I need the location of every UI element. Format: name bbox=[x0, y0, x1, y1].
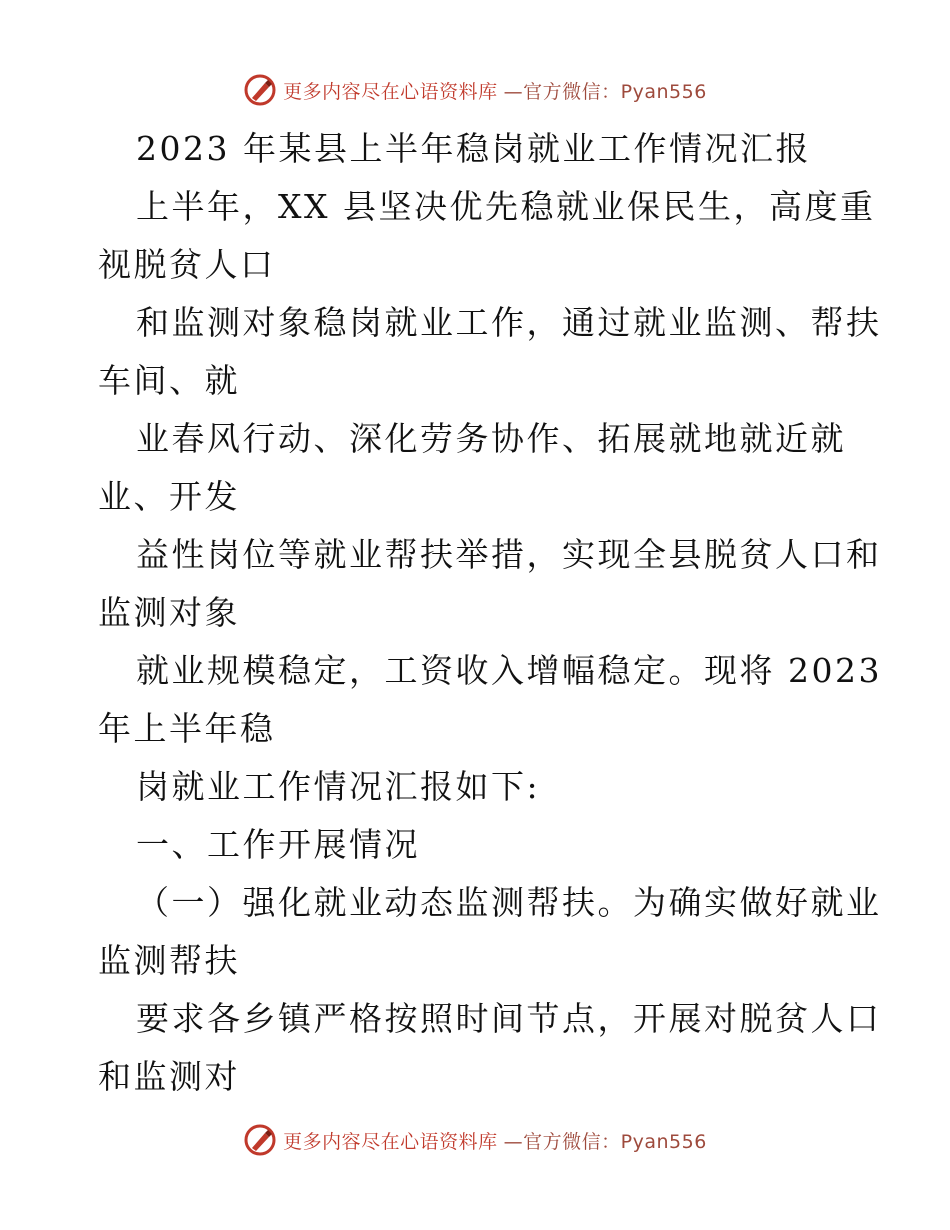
paragraph-line: 岗就业工作情况汇报如下: bbox=[136, 767, 541, 806]
banner-main-text: 更多内容尽在心语资料库 bbox=[283, 80, 498, 103]
paragraph-line: 就业规模稳定，工资收入增幅稳定。现将 2023 bbox=[136, 651, 882, 690]
header-watermark-banner bbox=[0, 70, 950, 110]
paragraph-line: 和监测对 bbox=[98, 1057, 240, 1096]
banner-wechat-text: —官方微信：Pyan556 bbox=[503, 1130, 707, 1153]
document-body bbox=[98, 120, 882, 1106]
paragraph-line: 车间、就 bbox=[98, 361, 240, 400]
pen-seal-icon bbox=[243, 73, 277, 107]
banner-wechat-text: —官方微信：Pyan556 bbox=[503, 80, 707, 103]
paragraph-line: 业、开发 bbox=[98, 477, 240, 516]
paragraph-line: 监测对象 bbox=[98, 593, 240, 632]
banner-main-text: 更多内容尽在心语资料库 bbox=[283, 1130, 498, 1153]
subsection-heading-line: （一）强化就业动态监测帮扶。为确实做好就业 bbox=[136, 883, 882, 922]
paragraph-line: 益性岗位等就业帮扶举措，实现全县脱贫人口和 bbox=[136, 535, 882, 574]
paragraph-line: 上半年，XX 县坚决优先稳就业保民生，高度重 bbox=[136, 187, 876, 226]
paragraph-line: 要求各乡镇严格按照时间节点，开展对脱贫人口 bbox=[136, 999, 882, 1038]
paragraph-line: 监测帮扶 bbox=[98, 941, 240, 980]
paragraph-line: 业春风行动、深化劳务协作、拓展就地就近就 bbox=[136, 419, 846, 458]
paragraph-line: 视脱贫人口 bbox=[98, 245, 276, 284]
pen-seal-icon bbox=[243, 1123, 277, 1157]
footer-watermark-banner bbox=[0, 1120, 950, 1160]
paragraph-line: 年上半年稳 bbox=[98, 709, 276, 748]
document-title: 2023 年某县上半年稳岗就业工作情况汇报 bbox=[136, 129, 811, 168]
section-heading: 一、工作开展情况 bbox=[136, 825, 420, 864]
paragraph-line: 和监测对象稳岗就业工作，通过就业监测、帮扶 bbox=[136, 303, 882, 342]
